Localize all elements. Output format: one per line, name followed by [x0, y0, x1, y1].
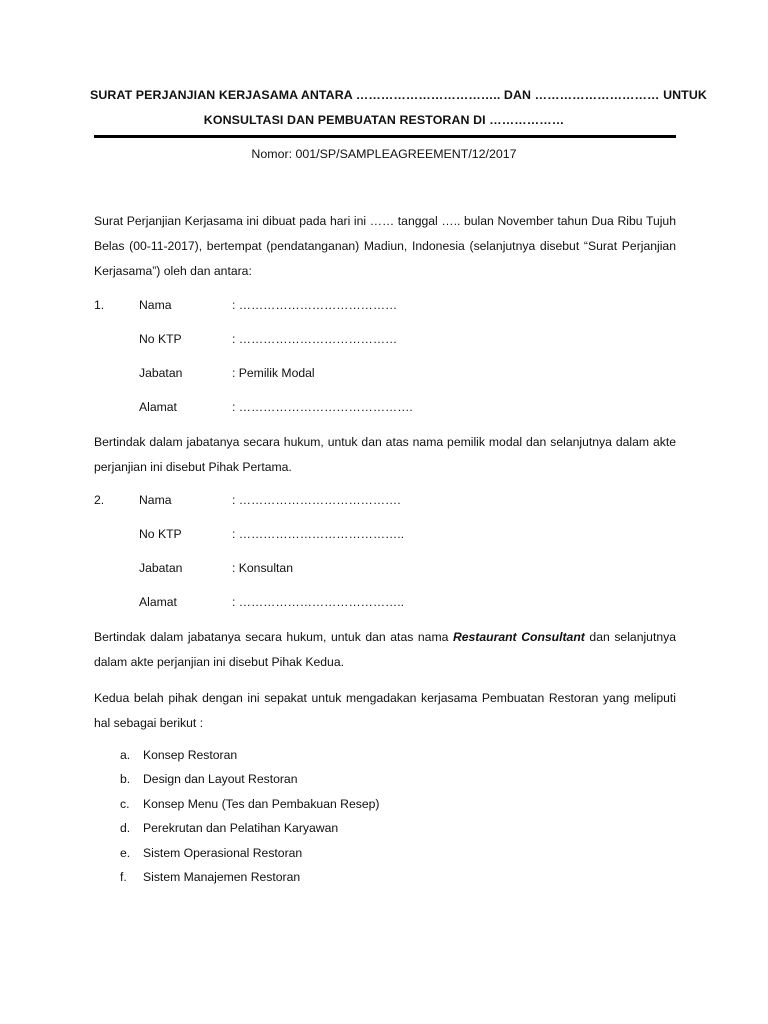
- field-label: No KTP: [139, 332, 182, 346]
- party2-number: 2.: [94, 493, 105, 507]
- list-item-text: Konsep Menu (Tes dan Pembakuan Resep): [143, 797, 380, 811]
- title-divider: [94, 135, 676, 138]
- document-title-line2: KONSULTASI DAN PEMBUATAN RESTORAN DI ………………: [203, 113, 565, 127]
- field-value: : …………………………………..: [232, 595, 404, 609]
- list-item-text: Perekrutan dan Pelatihan Karyawan: [143, 821, 339, 835]
- field-label: Nama: [139, 493, 172, 507]
- list-item-marker: d.: [120, 821, 131, 835]
- party1-jabatan-row: [94, 366, 676, 386]
- party2-statement-end: dan selanjutnya dalam akte perjanjian ini disebut Pihak Kedua.: [94, 630, 676, 669]
- field-label: Jabatan: [139, 366, 183, 380]
- list-item-text: Design dan Layout Restoran: [143, 772, 298, 786]
- list-item-marker: e.: [120, 846, 131, 860]
- party1-name-row: [94, 298, 676, 318]
- field-value: : …………………………………: [232, 332, 398, 346]
- list-item-text: Konsep Restoran: [143, 748, 238, 762]
- list-item-text: Sistem Manajemen Restoran: [143, 870, 301, 884]
- field-label: Nama: [139, 298, 172, 312]
- party2-statement: [94, 625, 676, 675]
- field-label: No KTP: [139, 527, 182, 541]
- party2-jabatan-row: [94, 561, 676, 581]
- field-value: : …………………………………: [232, 298, 398, 312]
- party2-role-emphasis: Restaurant Consultant: [452, 630, 585, 644]
- field-value: : Pemilik Modal: [232, 366, 315, 380]
- party1-number: 1.: [94, 298, 105, 312]
- agreement-paragraph: Kedua belah pihak dengan ini sepakat untuk mengadakan kerjasama Pembuatan Restoran yang meliputi hal sebagai berikut :: [94, 691, 676, 730]
- list-item-marker: f.: [120, 870, 127, 884]
- field-label: Jabatan: [139, 561, 183, 575]
- party2-name-row: [94, 493, 676, 513]
- party2-statement-start: Bertindak dalam jabatanya secara hukum, untuk dan atas nama: [94, 630, 453, 644]
- document-title-line1: SURAT PERJANJIAN KERJASAMA ANTARA …………………………….. DAN ………………………… UNTUK: [90, 88, 707, 102]
- intro-paragraph: Surat Perjanjian Kerjasama ini dibuat pada hari ini …… tanggal ….. bulan November tahun Dua Ribu Tujuh Belas (00-11-2017), bertempat (pendatanganan) Madiun, Indonesia (selanjutnya disebut “Surat Perjanjian Kerjasama”) oleh dan antara:: [94, 214, 676, 278]
- field-value: : …………………………………..: [232, 527, 404, 541]
- party2-ktp-row: [94, 527, 676, 547]
- party2-alamat-row: [94, 595, 676, 615]
- list-item-marker: a.: [120, 748, 131, 762]
- list-item-marker: b.: [120, 772, 131, 786]
- party1-ktp-row: [94, 332, 676, 352]
- field-value: : ………………………………….: [232, 493, 401, 507]
- field-label: Alamat: [139, 595, 177, 609]
- party1-alamat-row: [94, 400, 676, 420]
- field-label: Alamat: [139, 400, 177, 414]
- field-value: : …………………………………….: [232, 400, 413, 414]
- list-item-text: Sistem Operasional Restoran: [143, 846, 303, 860]
- party1-statement: Bertindak dalam jabatanya secara hukum, untuk dan atas nama pemilik modal dan selanjutnya dalam akte perjanjian ini disebut Pihak Pertama.: [94, 435, 676, 474]
- field-value: : Konsultan: [232, 561, 293, 575]
- list-item-marker: c.: [120, 797, 130, 811]
- document-number: Nomor: 001/SP/SAMPLEAGREEMENT/12/2017: [251, 147, 517, 161]
